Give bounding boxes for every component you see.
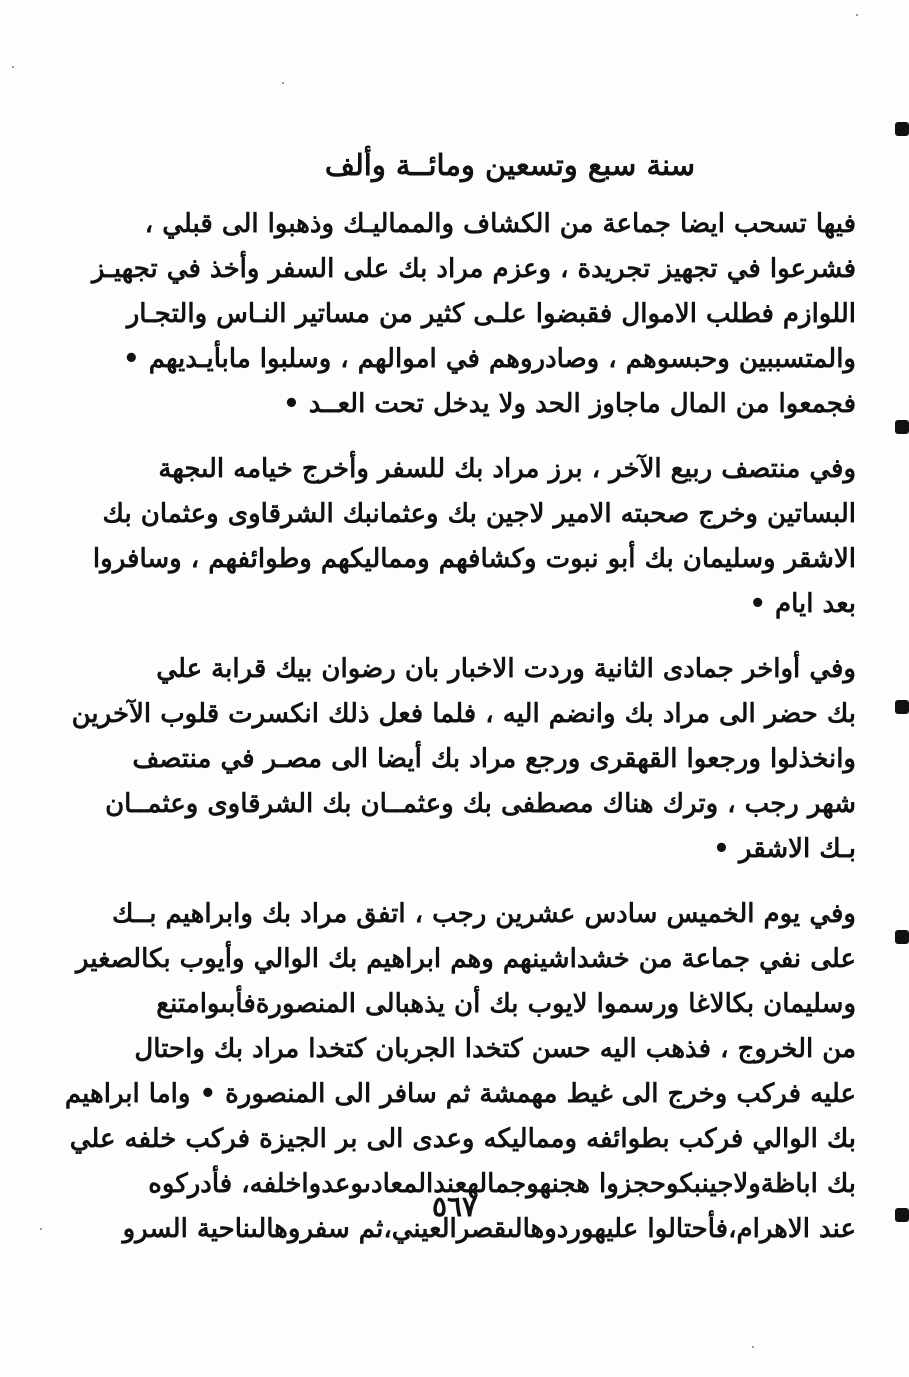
paragraph-1 bbox=[91, 202, 856, 427]
page-number: ٥٦٧ bbox=[431, 1190, 478, 1223]
text-line: فجمعوا من المال ماجاوز الحد ولا يدخل تحت العــد • bbox=[283, 389, 856, 419]
binding-mark bbox=[895, 1208, 909, 1222]
scan-speck bbox=[856, 14, 858, 16]
text-line: وفي أواخر جمادى الثانية وردت الاخبار بان رضوان بيك قرابة علي bbox=[156, 654, 856, 684]
text-line: وانخذلوا ورجعوا القهقرى ورجع مراد بك أيضا الى مصـر في منتصف bbox=[132, 744, 856, 774]
text-line: وفي يوم الخميس سادس عشرين رجب ، اتفق مراد بك وابراهيم بــك bbox=[112, 899, 856, 929]
scan-speck bbox=[40, 1228, 42, 1230]
text-line: والمتسببين وحبسوهم ، وصادروهم في اموالهم ، وسلبوا مابأيـديهم • bbox=[123, 344, 856, 374]
text-line: شهر رجب ، وترك هناك مصطفى بك وعثمــان بك الشرقاوى وعثمــان bbox=[105, 789, 856, 819]
scan-speck bbox=[752, 1346, 754, 1348]
paragraph-2 bbox=[92, 447, 856, 627]
text-line: عند الاهرام،فأحتالوا عليهوردوهالىقصرالعيني،ثم سفروهالىناحية السرو bbox=[122, 1214, 856, 1244]
text-line: بـك الاشقر • bbox=[713, 834, 856, 864]
text-line: عليه فركب وخرج الى غيط مهمشة ثم سافر الى المنصورة • واما ابراهيم bbox=[64, 1079, 856, 1109]
text-line: الاشقر وسليمان بك أبو نبوت وكشافهم ومماليكهم وطوائفهم ، وسافروا bbox=[92, 544, 856, 574]
text-line: على نفي جماعة من خشداشينهم وهم ابراهيم بك الوالي وأيوب بكالصغير bbox=[75, 944, 856, 974]
text-line: فيها تسحب ايضا جماعة من الكشاف والمماليـك وذهبوا الى قبلي ، bbox=[144, 209, 856, 239]
text-line: اللوازم فطلب الاموال فقبضوا علـى كثير من مساتير النـاس والتجـار bbox=[126, 299, 856, 329]
body-text bbox=[64, 202, 856, 1272]
binding-mark bbox=[895, 700, 909, 714]
text-line: بك حضر الى مراد بك وانضم اليه ، فلما فعل ذلك انكسرت قلوب الآخرين bbox=[71, 699, 856, 729]
text-line: وسليمان بكالاغا ورسموا لايوب بك أن يذهبالى المنصورةفأبىوامتنع bbox=[156, 989, 856, 1019]
text-line: فشرعوا في تجهيز تجريدة ، وعزم مراد بك على السفر وأخذ في تجهيـز bbox=[91, 254, 856, 284]
page-header-title: سنة سبع وتسعين ومائــة وألف bbox=[324, 148, 696, 182]
binding-mark bbox=[895, 420, 909, 434]
text-line: بك اباظةولاجينبكوحجزوا هجنهوجمالهعندالمعادىوعدواخلفه، فأدركوه bbox=[148, 1169, 856, 1199]
text-line: البساتين وخرج صحبته الامير لاجين بك وعثمانبك الشرقاوى وعثمان بك bbox=[102, 499, 856, 529]
binding-mark bbox=[895, 930, 909, 944]
paragraph-3 bbox=[71, 647, 856, 872]
binding-mark bbox=[895, 122, 909, 136]
text-line: بعد ايام • bbox=[749, 589, 856, 619]
text-line: بك الوالي فركب بطوائفه ومماليكه وعدى الى بر الجيزة فركب خلفه علي bbox=[69, 1124, 856, 1154]
scan-speck bbox=[282, 82, 284, 84]
text-line: وفي منتصف ربيع الآخر ، برز مراد بك للسفر وأخرج خيامه الىجهة bbox=[158, 454, 856, 484]
text-line: من الخروج ، فذهب اليه حسن كتخدا الجربان كتخدا مراد بك واحتال bbox=[134, 1034, 856, 1064]
scan-speck bbox=[12, 66, 14, 68]
